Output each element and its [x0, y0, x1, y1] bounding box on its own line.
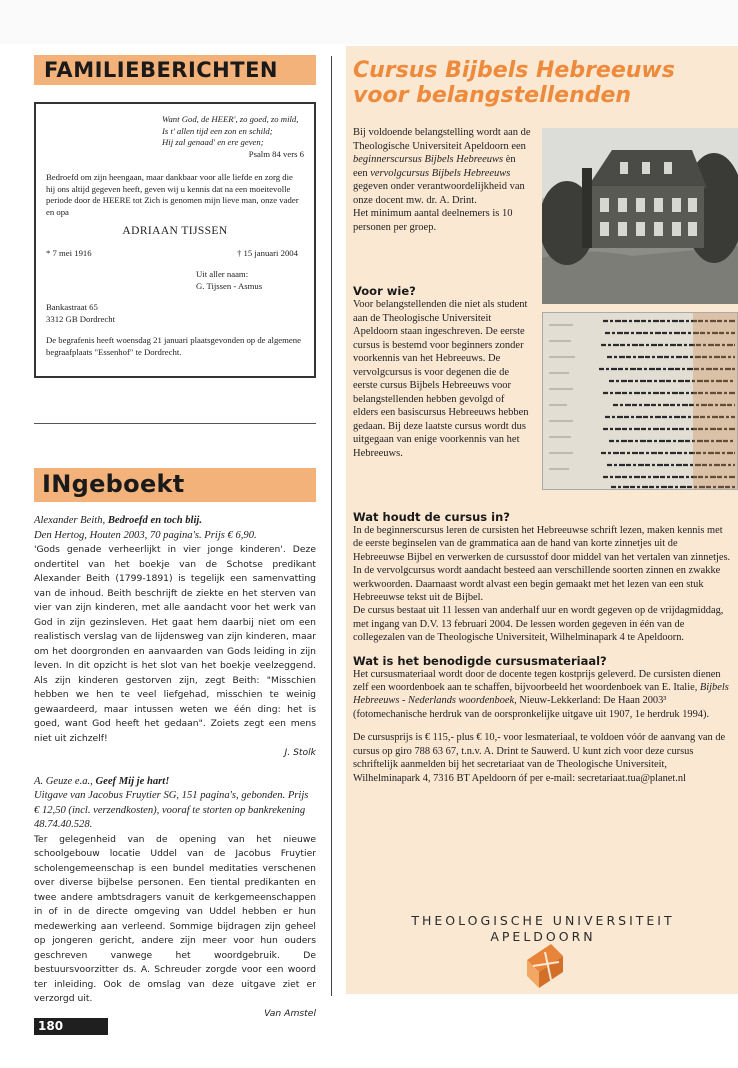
page-top-margin	[0, 0, 738, 44]
review2-author: A. Geuze e.a.,	[34, 775, 93, 787]
university-building-photo	[542, 128, 738, 304]
obituary-body: Bedroefd om zijn heengaan, maar dankbaar voor alle liefde en zorg die hij ons altijd gegeven heeft, geven wij u kennis dat na een moeitevolle periode door de HEERE tot Zich is genomen mijn lieve man, onze vader en opa	[46, 172, 299, 217]
psalm-quote	[162, 114, 304, 160]
review2-book: Geef Mij je hart!	[95, 775, 170, 787]
university-logo-icon	[521, 934, 569, 990]
birth-date: * 7 mei 1916	[46, 247, 92, 258]
signature-label: Uit aller naam:	[196, 269, 249, 279]
book-reviews	[34, 514, 316, 1021]
review2-signature: Van Amstel	[264, 1007, 316, 1019]
obituary-box	[34, 102, 316, 378]
address	[46, 302, 304, 325]
familieberichten-title: FAMILIEBERICHTEN	[44, 58, 279, 82]
review1-book: Bedroefd en toch blij.	[107, 515, 203, 526]
review1-text: 'Gods genade verheerlijkt in vier jonge kinderen'. Deze ondertitel van het boekje van de Schotse predikant Alexander Beith (1799-1891) is tegelijk een samenvatting van de inhoud. Beith beschrijft de ziekte en het sterven van vier van zijn kinderen, met alle aandacht voor het werk van God in zijn gezinsleven. Het gaat hem daarbij niet om een realistisch verslag van de lijdensweg van zijn kinderen, maar om het doorgronden en aanvaarden van Gods leiding in zijn leven. In dit opzicht is het slot van het boekje veelzeggend. Als zijn kinderen gestorven zijn, zegt Beith: "Misschien hebben we hen te veel liefgehad, misschien te weinig gewaardeerd, maar intussen weten we één ding: het is goed, want God heeft het gedaan". Zoiets zegt een mens niet uit zichzelf!	[34, 544, 316, 744]
price-and-registration: De cursusprijs is € 115,- plus € 10,- voor lesmateriaal, te voldoen vóór de aanvang van de cursus op giro 788 63 67, t.n.v. A. Drint te Sauwerd. U kunt zich voor deze cursus schriftelijk aanmelden bij het secretariaat van de Theologische Universiteit, Wilhelminapark 4, 7316 BT Apeldoorn óf per e-mail: secretariaat.tua@planet.nl	[353, 732, 726, 784]
wat-heading: Wat houdt de cursus in?	[353, 510, 510, 524]
review2-title	[34, 775, 316, 790]
course-title-line2: voor belangstellenden	[353, 83, 632, 108]
psalm-reference: Psalm 84 vers 6	[248, 148, 304, 159]
psalm-line: Want God, de HEER', zo goed, zo mild,	[162, 114, 299, 124]
course-title-line1: Cursus Bijbels Hebreeuws	[353, 58, 675, 83]
logo-line2: APELDOORN	[490, 929, 596, 944]
wat-paragraph-3: De cursus bestaat uit 11 lessen van anderhalf uur en wordt gegeven op de vrijdagmiddag, met ingang van D.V. 13 februari 2004. De lessen worden gegeven in één van de collegezalen van de Theologische Universiteit, Wilhelminapark 4 te Apeldoorn.	[353, 605, 724, 644]
review1-publisher: Den Hertog, Houten 2003, 70 pagina's. Prijs € 6,90.	[34, 529, 257, 541]
review1-title	[34, 514, 316, 529]
materiaal-text: Het cursusmateriaal wordt door de docente tegen kostprijs geleverd. De cursisten dienen zelf een woordenboek aan te schaffen, bijvoorbeeld het woordenboek van E. Italie, Bijbels Hebreeuws - Nederlands woordenboek, Nieuw-Lekkerland: De Haan 2003³ (fotomechanische herdruk van de oorspronkelijke uitgave uit 1907, 1e herdruk 1994).	[353, 668, 729, 720]
voor-wie-heading: Voor wie?	[353, 284, 416, 298]
psalm-line: Hij zal genaad' en ere geven;	[162, 137, 264, 147]
psalm-line: Is t' allen tijd een zon en schild;	[162, 125, 273, 136]
signature-name: G. Tijssen - Asmus	[196, 280, 263, 291]
review1-author: Alexander Beith,	[34, 515, 106, 526]
address-city: 3312 GB Dordrecht	[46, 313, 116, 324]
life-dates	[46, 248, 304, 260]
wat-paragraph-1: In de beginnerscursus leren de cursisten het Hebreeuwse schrift lezen, maken kennis met de eerste beginselen van de grammatica aan de hand van korte zinnetjes uit de Hebreeuwse Bijbel en verwerken de cursusstof door middel van het vertalen van zinnetjes.	[353, 525, 731, 563]
section-divider	[34, 423, 316, 424]
review2-text: Ter gelegenheid van de opening van het nieuwe schoolgebouw locatie Uddel van de Jacobus Fruytier scholengemeenschap is een bundel meditaties verschenen over diverse bijbelse personen. Een tiental predikanten en twee andere ambtsdragers vanuit de kerkgemeenschappen in of in de directe omgeving van Uddel hebben er hun medewerking aan verleend. Sommige bijdragen zijn geheel op jongeren gericht, andere zijn meer voor hun ouders geschreven vanwege het woordgebruik. De bestuursvoorzitter ds. A. Schreuder zorgde voor een woord ter inleiding. Ook de omslag van deze uitgave ziet er verzorgd uit.	[34, 833, 316, 1004]
review1-signature: J. Stolk	[284, 747, 316, 758]
funeral-note: De begrafenis heeft woensdag 21 januari plaatsgevonden op de algemene begraafplaats "Essenhof" te Dordrecht.	[46, 335, 301, 357]
voor-wie-text: Voor belangstellenden die niet als student aan de Theologische Universiteit Apeldoorn staan ingeschreven. De eerste cursus is bestemd voor beginners zonder voorkennis van het Hebreeuws. De vervolgcursus is voor degenen die de eerste cursus Bijbels Hebreeuws voor belangstellenden hebben gevolgd of elders een basiscursus Hebreeuws hebben gedaan. Bij deze laatste cursus wordt dus uitgegaan van enige voorkennis van het Hebreeuws.	[353, 299, 529, 459]
logo-line1: THEOLOGISCHE UNIVERSITEIT	[411, 913, 675, 928]
ingeboekt-header	[34, 468, 316, 502]
column-separator	[331, 56, 332, 996]
deceased-name: ADRIAAN TIJSSEN	[122, 225, 228, 237]
wat-paragraph-2: In de vervolgcursus wordt aandacht besteed aan verschillende soorten zinnen en zwakke werkwoorden. Daarnaast wordt alvast een begin gemaakt met het lezen van een stuk Hebreeuwse tekst uit de Bijbel.	[353, 565, 721, 604]
page-number-box	[34, 1018, 108, 1035]
familieberichten-header	[34, 55, 316, 85]
ingeboekt-title: INgeboekt	[42, 470, 185, 498]
voor-wie-section	[353, 284, 531, 460]
course-intro: Bij voldoende belangstelling wordt aan de Theologische Universiteit Apeldoorn een beginnerscursus Bijbels Hebreeuws èn een vervolgcursus Bijbels Hebreeuws gegeven onder verantwoordelijkheid van onze docent mw. dr. A. Drint. Het minimum aantal deelnemers is 10 personen per groep.	[353, 127, 531, 233]
minimum-participants: Het minimum aantal deelnemers is 10 personen per groep.	[353, 208, 513, 233]
address-street: Bankastraat 65	[46, 302, 98, 312]
hebrew-manuscript-image	[542, 312, 738, 490]
course-title	[353, 58, 733, 108]
review2-publisher: Uitgave van Jacobus Fruytier SG, 151 pagina's, gebonden. Prijs € 12,50 (incl. verzendkosten), vooraf te storten op bankrekening 48.74.40.528.	[34, 790, 309, 830]
signature-block	[196, 269, 304, 292]
materiaal-heading: Wat is het benodigde cursusmateriaal?	[353, 653, 607, 668]
course-details	[353, 510, 731, 785]
death-date: † 15 januari 2004	[236, 247, 298, 258]
page-number: 180	[38, 1019, 64, 1033]
